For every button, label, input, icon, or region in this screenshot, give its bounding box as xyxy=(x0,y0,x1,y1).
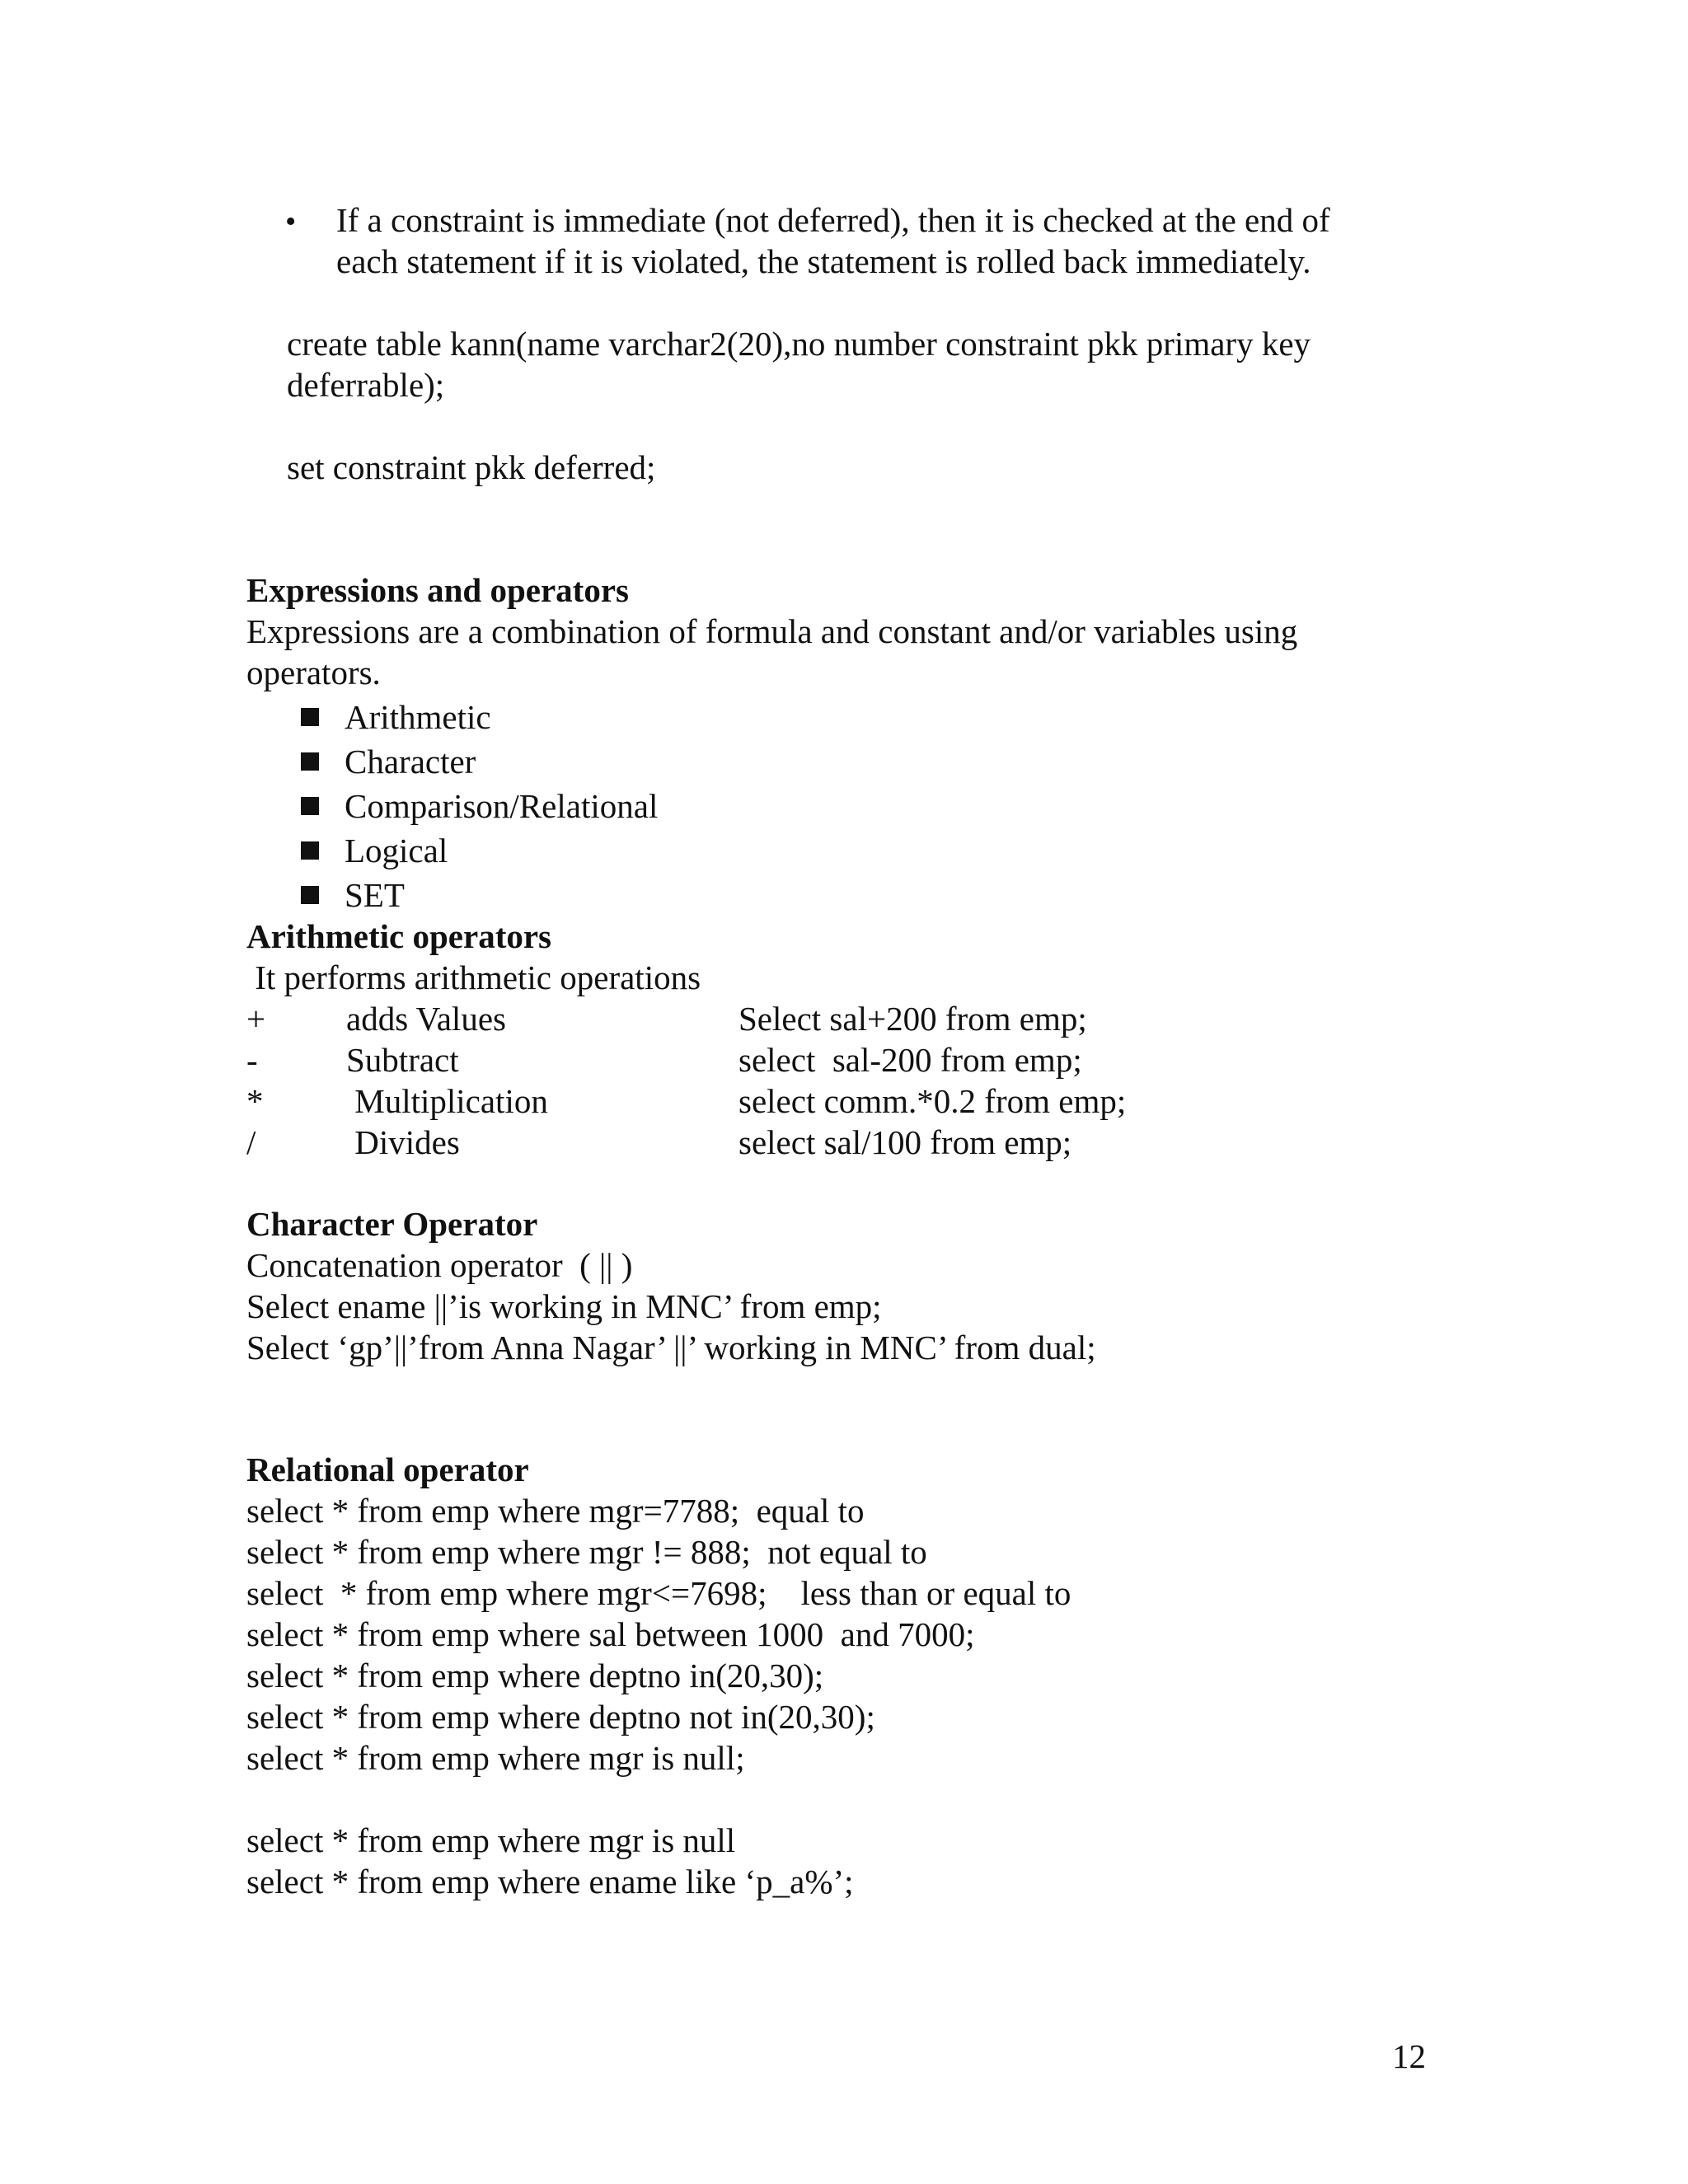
create-table-line-1: create table kann(name varchar2(20),no number constraint pkk primary key xyxy=(287,325,1311,363)
operator-type-item: Character xyxy=(345,743,476,780)
expressions-heading: Expressions and operators xyxy=(246,571,629,609)
square-bullet-icon xyxy=(301,797,319,815)
operator-type-item: Comparison/Relational xyxy=(345,787,659,825)
arithmetic-example: Select sal+200 from emp; xyxy=(738,1000,1087,1038)
relational-line: select * from emp where mgr=7788; equal to xyxy=(246,1492,865,1530)
bullet-icon: • xyxy=(285,204,297,239)
expressions-text-line-1: Expressions are a combination of formula and constant and/or variables using xyxy=(246,612,1298,650)
character-line: Select ‘gp’||’from Anna Nagar’ ||’ working in MNC’ from dual; xyxy=(246,1329,1096,1366)
relational-line: select * from emp where mgr is null; xyxy=(246,1739,745,1777)
relational-line: select * from emp where mgr<=7698; less than or equal to xyxy=(246,1574,1071,1612)
arithmetic-name: Multiplication xyxy=(346,1082,548,1120)
operator-type-item: Arithmetic xyxy=(345,698,491,736)
operator-type-item: Logical xyxy=(345,832,448,869)
square-bullet-icon xyxy=(301,752,319,771)
arithmetic-name: Divides xyxy=(346,1123,460,1161)
arithmetic-example: select sal-200 from emp; xyxy=(738,1041,1082,1079)
arithmetic-example: select sal/100 from emp; xyxy=(738,1123,1072,1161)
bullet-text-line-2: each statement if it is violated, the statement is rolled back immediately. xyxy=(336,242,1311,280)
character-line: Concatenation operator ( || ) xyxy=(246,1246,633,1284)
square-bullet-icon xyxy=(301,886,319,904)
page-number: 12 xyxy=(1392,2037,1426,2075)
relational-heading: Relational operator xyxy=(246,1451,529,1488)
arithmetic-symbol: - xyxy=(246,1041,258,1079)
arithmetic-name: Subtract xyxy=(346,1041,459,1079)
arithmetic-example: select comm.*0.2 from emp; xyxy=(738,1082,1127,1120)
set-constraint-line: set constraint pkk deferred; xyxy=(287,448,656,486)
arithmetic-symbol: / xyxy=(246,1123,256,1161)
square-bullet-icon xyxy=(301,708,319,726)
square-bullet-icon xyxy=(301,841,319,860)
relational-extra-line: select * from emp where mgr is null xyxy=(246,1821,736,1859)
character-heading: Character Operator xyxy=(246,1205,538,1243)
arithmetic-symbol: + xyxy=(246,1000,266,1038)
arithmetic-heading: Arithmetic operators xyxy=(246,917,552,955)
character-line: Select ename ||’is working in MNC’ from emp; xyxy=(246,1287,882,1325)
expressions-text-line-2: operators. xyxy=(246,654,381,691)
relational-line: select * from emp where deptno in(20,30); xyxy=(246,1657,824,1694)
arithmetic-intro: It performs arithmetic operations xyxy=(246,958,701,996)
arithmetic-symbol: * xyxy=(246,1082,264,1120)
create-table-line-2: deferrable); xyxy=(287,366,445,404)
relational-line: select * from emp where deptno not in(20,30); xyxy=(246,1698,875,1736)
relational-line: select * from emp where mgr != 888; not equal to xyxy=(246,1533,927,1571)
operator-type-item: SET xyxy=(345,876,405,914)
arithmetic-name: adds Values xyxy=(346,1000,506,1038)
relational-extra-line: select * from emp where ename like ‘p_a%’; xyxy=(246,1863,854,1900)
bullet-text-line-1: If a constraint is immediate (not deferred), then it is checked at the end of xyxy=(336,201,1330,239)
relational-line: select * from emp where sal between 1000 and 7000; xyxy=(246,1615,975,1653)
